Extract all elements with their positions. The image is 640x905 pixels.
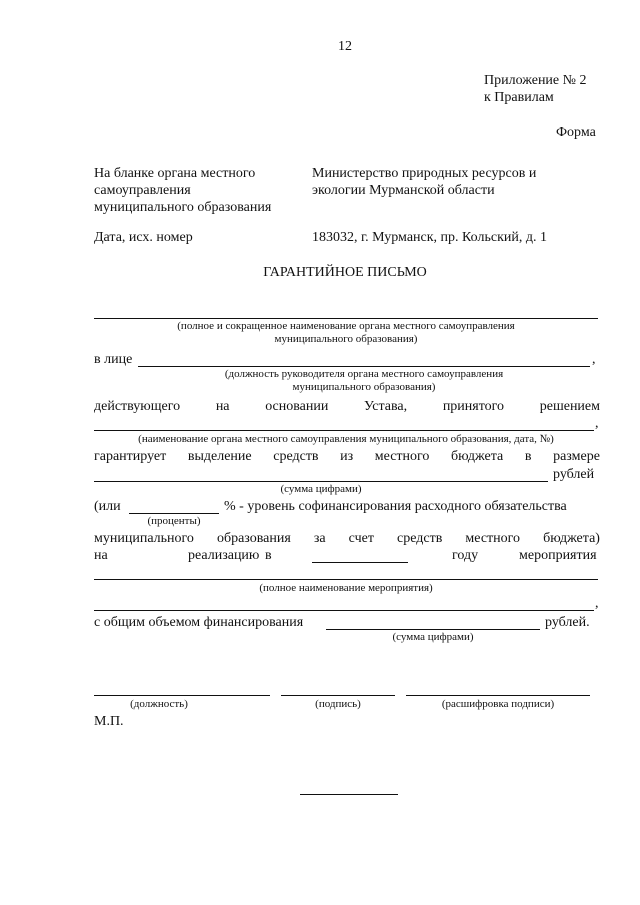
org-name-blank[interactable]	[94, 318, 598, 319]
ministry-address: 183032, г. Мурманск, пр. Кольский, д. 1	[312, 230, 547, 245]
year-blank[interactable]	[312, 562, 408, 563]
date-number-label: Дата, исх. номер	[94, 230, 193, 245]
total-sum-blank[interactable]	[326, 629, 540, 630]
municipal-word-1: муниципального	[94, 531, 194, 546]
head-position-blank[interactable]	[138, 366, 590, 367]
comma-3: ,	[595, 596, 599, 611]
document-title: ГАРАНТИЙНОЕ ПИСЬМО	[263, 265, 427, 280]
acting-word-4: Устава,	[364, 399, 408, 414]
municipal-line	[94, 530, 600, 547]
left-header-line-1: На бланке органа местного	[94, 166, 256, 181]
sum-blank-1[interactable]	[94, 481, 548, 482]
guarantees-word-6: бюджета	[451, 449, 504, 464]
appendix-line-1: Приложение № 2	[484, 73, 587, 88]
hint-decision: (наименование органа местного самоуправления муниципального образования, дата, №)	[138, 433, 554, 445]
guarantees-word-7: в	[524, 449, 532, 464]
guarantees-word-3: средств	[273, 449, 319, 464]
acting-word-1: действующего	[94, 399, 181, 414]
hint-head-2: муниципального образования)	[292, 381, 436, 393]
event-word: мероприятия	[519, 548, 597, 563]
hint-event: (полное наименование мероприятия)	[259, 582, 433, 594]
or-label: (или	[94, 499, 121, 514]
page-number: 12	[338, 39, 352, 54]
on-word: на	[94, 548, 108, 563]
rubles-1: рублей	[553, 467, 595, 482]
cofinancing-text: % - уровень софинансирования расходного обязательства	[224, 499, 567, 514]
municipal-word-5: средств	[397, 531, 443, 546]
municipal-word-4: счет	[348, 531, 374, 546]
acting-word-6: решением	[539, 399, 600, 414]
in-word: в	[265, 548, 272, 563]
ministry-line-2: экологии Мурманской области	[312, 183, 495, 198]
decode-blank[interactable]	[406, 695, 590, 696]
event-name-blank-2[interactable]	[94, 610, 594, 611]
hint-sum-2: (сумма цифрами)	[392, 631, 474, 643]
form-label: Форма	[556, 125, 596, 140]
hint-signature: (подпись)	[315, 698, 361, 710]
municipal-word-3: за	[313, 531, 326, 546]
hint-sum-1: (сумма цифрами)	[280, 483, 362, 495]
guarantees-word-5: местного	[374, 449, 430, 464]
year-word: году	[452, 548, 479, 563]
in-person-label: в лице	[94, 352, 133, 367]
percent-blank[interactable]	[129, 513, 219, 514]
hint-percent: (проценты)	[147, 515, 201, 527]
guarantees-word-8: размере	[553, 449, 600, 464]
municipal-word-2: образования	[216, 531, 291, 546]
position-blank[interactable]	[94, 695, 270, 696]
realization-word: реализацию	[188, 548, 260, 563]
hint-org-2: муниципального образования)	[274, 333, 418, 345]
signature-blank[interactable]	[281, 695, 395, 696]
total-financing-label: с общим объемом финансирования	[94, 615, 304, 630]
comma-2: ,	[595, 416, 599, 431]
hint-position: (должность)	[130, 698, 188, 710]
appendix-line-2: к Правилам	[484, 90, 554, 105]
acting-word-5: принятого	[442, 399, 505, 414]
rubles-2: рублей.	[545, 615, 590, 630]
acting-word-3: основании	[265, 399, 329, 414]
guarantees-word-4: из	[340, 449, 354, 464]
comma-1: ,	[592, 352, 596, 367]
hint-decode: (расшифровка подписи)	[441, 698, 555, 710]
acting-word-2: на	[215, 399, 230, 414]
guarantees-word-2: выделение	[187, 449, 252, 464]
guarantees-line	[94, 448, 600, 465]
municipal-word-7: бюджета)	[543, 531, 600, 546]
closing-separator	[300, 794, 398, 795]
decision-blank[interactable]	[94, 430, 594, 431]
left-header-line-2: самоуправления	[94, 183, 191, 198]
left-header-line-3: муниципального образования	[94, 200, 272, 215]
hint-head-1: (должность руководителя органа местного самоуправления	[224, 368, 504, 380]
stamp-label: М.П.	[94, 714, 124, 729]
ministry-line-1: Министерство природных ресурсов и	[312, 166, 537, 181]
guarantees-word-1: гарантирует	[94, 449, 167, 464]
acting-line	[94, 398, 600, 415]
municipal-word-6: местного	[465, 531, 521, 546]
event-name-blank[interactable]	[94, 579, 598, 580]
hint-org-1: (полное и сокращенное наименование органа местного самоуправления	[177, 320, 515, 332]
